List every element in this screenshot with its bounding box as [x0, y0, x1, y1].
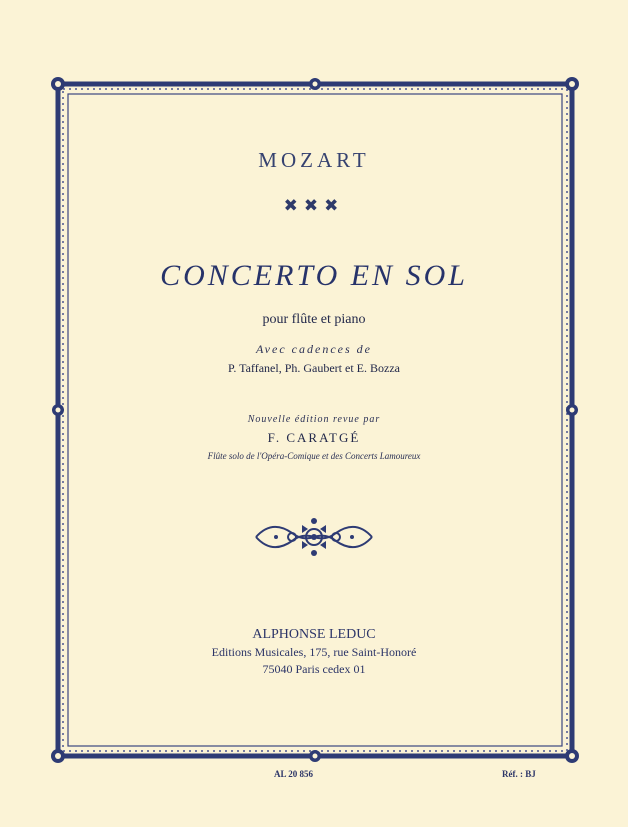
reference-code: Réf. : BJ — [502, 769, 536, 779]
work-title: CONCERTO EN SOL — [160, 259, 468, 292]
publisher-city: 75040 Paris cedex 01 — [262, 662, 366, 676]
editor-name: F. CARATGÉ — [267, 430, 361, 445]
instrumentation: pour flûte et piano — [262, 312, 366, 327]
stars-ornament: ✖✖✖ — [283, 196, 345, 215]
edition-label: Nouvelle édition revue par — [247, 414, 381, 425]
fleuron-ornament-icon — [252, 513, 376, 561]
cadences-names: P. Taffanel, Ph. Gaubert et E. Bozza — [227, 361, 400, 375]
publisher-name: ALPHONSE LEDUC — [252, 627, 376, 642]
catalog-number: AL 20 856 — [274, 769, 314, 779]
composer-name: MOZART — [258, 148, 370, 172]
editor-description: Flûte solo de l'Opéra-Comique et des Concerts Lamoureux — [207, 451, 421, 461]
cadences-label: Avec cadences de — [256, 342, 372, 356]
publisher-address: Editions Musicales, 175, rue Saint-Honoré — [211, 645, 417, 659]
